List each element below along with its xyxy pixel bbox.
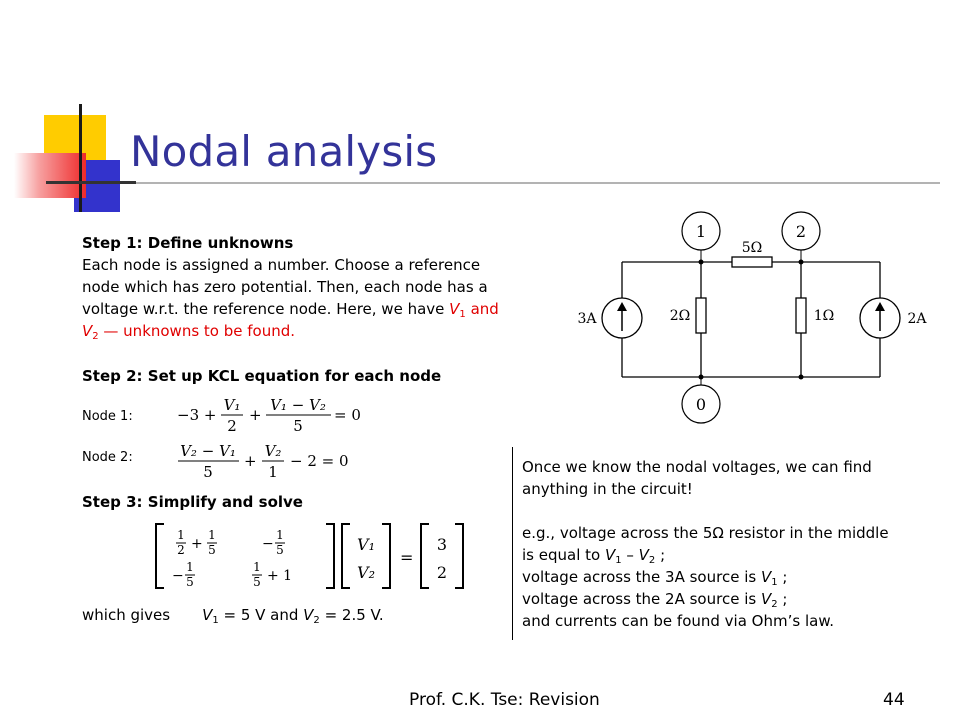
page-title: Nodal analysis bbox=[130, 127, 438, 176]
circuit-diagram bbox=[570, 200, 940, 430]
eq2-frac1-den: 5 bbox=[203, 463, 213, 481]
a11-n2: 1 bbox=[208, 528, 216, 542]
x2: V₂ bbox=[357, 563, 375, 582]
node1-equation bbox=[175, 395, 375, 435]
matrix-eq-sign: = bbox=[400, 548, 414, 567]
notes-p2-minus: – bbox=[621, 546, 639, 564]
notes-p4-end: ; bbox=[777, 590, 788, 608]
notes-p2-end: ; bbox=[655, 546, 666, 564]
notes-p5: and currents can be found via Ohm’s law. bbox=[522, 612, 834, 630]
notes-p2-v1: V bbox=[604, 546, 616, 564]
resistor-2ohm-label: 2Ω bbox=[669, 308, 691, 324]
step1-text-line1: Each node is assigned a number. Choose a reference bbox=[82, 256, 481, 274]
a21-n: 1 bbox=[186, 560, 194, 574]
step2-heading: Step 2: Set up KCL equation for each node bbox=[82, 367, 442, 385]
result-pre: which gives bbox=[82, 606, 171, 624]
eq1-frac2-num: V₁ − V₂ bbox=[270, 396, 326, 414]
b2: 2 bbox=[436, 563, 448, 582]
a11-d2: 5 bbox=[208, 543, 216, 557]
eq1-plus: + bbox=[249, 406, 262, 424]
junction-dot bbox=[799, 375, 804, 380]
result-v2: V bbox=[303, 606, 314, 624]
eq1-frac2-den: 5 bbox=[293, 417, 303, 435]
x1: V₁ bbox=[357, 535, 375, 554]
step1-heading: Step 1: Define unknowns bbox=[82, 234, 294, 252]
title-underline bbox=[46, 182, 940, 184]
resistor-5ohm bbox=[732, 257, 772, 267]
node2-label-circuit: 2 bbox=[795, 222, 807, 241]
b1: 3 bbox=[436, 535, 448, 554]
matrix-a-right-bracket bbox=[326, 524, 334, 588]
eq2-frac1-num: V₂ − V₁ bbox=[180, 442, 236, 460]
resistor-1ohm bbox=[796, 298, 806, 333]
step1-v1-sub: 1 bbox=[459, 309, 466, 320]
eq1-frac1-num: V₁ bbox=[223, 396, 241, 414]
eq2-plus: + bbox=[244, 452, 257, 470]
notes-p4-sub: 2 bbox=[771, 599, 778, 610]
eq2-frac2-num: V₂ bbox=[264, 442, 282, 460]
a11-d1: 2 bbox=[177, 543, 185, 557]
step3-heading: Step 3: Simplify and solve bbox=[82, 493, 303, 511]
node0-label-circuit: 0 bbox=[695, 395, 707, 414]
footer-author: Prof. C.K. Tse: Revision bbox=[409, 690, 600, 710]
eq2-frac2-den: 1 bbox=[268, 463, 278, 481]
current-source-3a-label: 3A bbox=[577, 311, 597, 327]
step1-text-line2: node which has zero potential. Then, each node has a bbox=[82, 278, 488, 296]
junction-dot bbox=[699, 260, 704, 265]
eq1-rhs: = 0 bbox=[334, 406, 361, 424]
notes-p4-pre: voltage across the 2A source is bbox=[522, 590, 761, 608]
a22-op: + 1 bbox=[267, 568, 293, 584]
a11-op: + bbox=[191, 536, 203, 552]
header-decoration-vertical-line bbox=[79, 104, 82, 212]
a22-n: 1 bbox=[253, 560, 261, 574]
notes-p3-pre: voltage across the 3A source is bbox=[522, 568, 761, 586]
step1-tail: — unknowns to be found. bbox=[98, 322, 296, 340]
current-source-2a-label: 2A bbox=[907, 311, 927, 327]
result-v1: V bbox=[202, 606, 213, 624]
notes-divider bbox=[512, 447, 513, 640]
notes-p2-line1: e.g., voltage across the 5Ω resistor in the middle bbox=[522, 524, 889, 542]
eq2-tail: − 2 = 0 bbox=[290, 452, 349, 470]
step1-and: and bbox=[465, 300, 499, 318]
eq1-frac1-den: 2 bbox=[227, 417, 237, 435]
notes-p2-pre: is equal to bbox=[522, 546, 605, 564]
node1-label: Node 1: bbox=[82, 409, 133, 424]
page-number: 44 bbox=[883, 690, 905, 710]
result-tail: = 2.5 V. bbox=[319, 606, 384, 624]
notes-p2-v2-sub: 2 bbox=[648, 555, 656, 566]
matrix-a-left-bracket bbox=[156, 524, 164, 588]
notes-p1-line2: anything in the circuit! bbox=[522, 480, 693, 498]
node2-equation bbox=[175, 441, 375, 481]
node1-label-circuit: 1 bbox=[695, 222, 707, 241]
resistor-5ohm-label: 5Ω bbox=[741, 240, 763, 256]
notes-p2-v2: V bbox=[638, 546, 649, 564]
a12-sign: − bbox=[262, 536, 274, 552]
result-line bbox=[82, 604, 384, 632]
header-decoration-red-gradient bbox=[14, 153, 86, 198]
a21-sign: − bbox=[172, 568, 184, 584]
result-mid: = 5 V and bbox=[218, 606, 304, 624]
eq1-lead: −3 + bbox=[177, 406, 217, 424]
a22-d: 5 bbox=[253, 575, 261, 589]
notes-p4-v: V bbox=[760, 590, 772, 608]
a12-n: 1 bbox=[276, 528, 284, 542]
matrix-equation bbox=[150, 520, 470, 592]
resistor-2ohm bbox=[696, 298, 706, 333]
notes-p3-v: V bbox=[760, 568, 772, 586]
step1-v1: V bbox=[449, 300, 460, 318]
junction-dot bbox=[799, 260, 804, 265]
result-v1-sub: 1 bbox=[212, 615, 219, 626]
notes-p2-v1-sub: 1 bbox=[615, 555, 622, 566]
a12-d: 5 bbox=[276, 543, 284, 557]
title-underline-accent bbox=[46, 181, 136, 184]
vector-x-right-bracket bbox=[382, 524, 390, 588]
junction-dot bbox=[699, 375, 704, 380]
a11-n1: 1 bbox=[177, 528, 185, 542]
vector-b-left-bracket bbox=[421, 524, 429, 588]
node2-label: Node 2: bbox=[82, 450, 133, 465]
notes-p3-end: ; bbox=[777, 568, 788, 586]
resistor-1ohm-label: 1Ω bbox=[813, 308, 835, 324]
step1-line3-text: voltage w.r.t. the reference node. Here, we have bbox=[82, 300, 450, 318]
vector-x-left-bracket bbox=[342, 524, 350, 588]
notes-p1-line1: Once we know the nodal voltages, we can find bbox=[522, 458, 872, 476]
a21-d: 5 bbox=[186, 575, 194, 589]
result-v2-sub: 2 bbox=[313, 615, 320, 626]
step1-v2-sub: 2 bbox=[92, 331, 99, 342]
notes-p3-sub: 1 bbox=[771, 577, 778, 588]
step1-v2: V bbox=[82, 322, 93, 340]
vector-b-right-bracket bbox=[455, 524, 463, 588]
step1-text-line4 bbox=[82, 320, 295, 348]
